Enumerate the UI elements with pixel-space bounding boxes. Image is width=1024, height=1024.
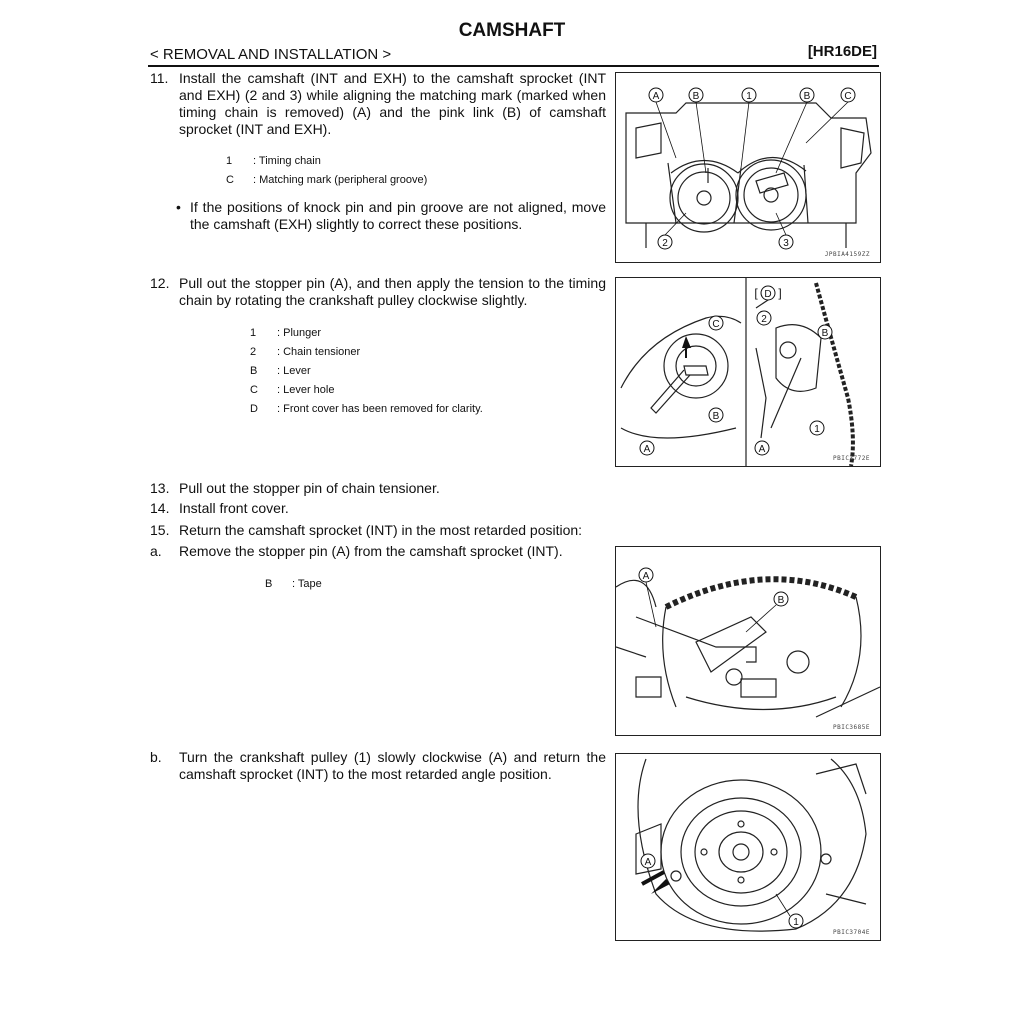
figure-crankshaft-pulley xyxy=(615,753,881,941)
camshaft-sprocket-illustration xyxy=(616,73,880,262)
callout-label: A xyxy=(758,444,766,455)
figure-camshaft-sprockets xyxy=(615,72,881,263)
step-text: Pull out the stopper pin (A), and then apply the tension to the timing chain by rotating the crankshaft pulley clockwise slightly. xyxy=(179,275,606,308)
callout-label: 1 xyxy=(746,91,752,102)
callout-label: B xyxy=(712,411,720,422)
legend-item xyxy=(226,171,526,190)
step-15 xyxy=(150,522,620,539)
legend-item xyxy=(250,400,550,419)
step-text: Install the camshaft (INT and EXH) to the camshaft sprocket (INT and EXH) (2 and 3) while aligning the matching mark (marked when timing chain is removed) (A) and the pink link (B) of camshaft sprocket (INT and EXH). xyxy=(179,70,606,137)
callout-label: C xyxy=(712,319,720,330)
figure-code: PBIC3704E xyxy=(832,929,870,936)
figure-code: JPBIA4159ZZ xyxy=(824,251,870,258)
legend-value: : Plunger xyxy=(277,327,322,339)
step-number: 14. xyxy=(150,500,170,516)
step-text: Turn the crankshaft pulley (1) slowly clockwise (A) and return the camshaft sprocket (INT) to the most retarded angle position. xyxy=(179,749,606,782)
step-12-legend xyxy=(250,324,550,420)
step-11-legend xyxy=(226,152,526,192)
callout-label: 2 xyxy=(761,314,767,325)
callout-label: C xyxy=(844,91,852,102)
step-number: 13. xyxy=(150,480,170,496)
legend-key: C xyxy=(250,384,258,396)
step-number: a. xyxy=(150,543,162,559)
step-number: b. xyxy=(150,749,162,765)
bullet-icon: • xyxy=(176,199,181,215)
legend-value: : Tape xyxy=(292,578,322,590)
callout-label: A xyxy=(644,857,652,868)
legend-value: : Chain tensioner xyxy=(277,346,361,358)
crankshaft-pulley-illustration xyxy=(616,754,880,940)
step-13 xyxy=(150,480,607,497)
figure-code: PBIC3685E xyxy=(832,724,870,731)
step-b xyxy=(150,749,607,785)
step-12 xyxy=(150,275,607,311)
legend-item xyxy=(250,324,550,343)
legend-value: : Front cover has been removed for clarity. xyxy=(277,403,483,415)
step-text: Return the camshaft sprocket (INT) in the most retarded position: xyxy=(179,522,583,538)
callout-label-bracket: [ xyxy=(754,286,758,300)
callout-label: B xyxy=(777,595,785,606)
callout-label: A xyxy=(642,571,650,582)
figure-code: PBIC3772E xyxy=(832,455,870,462)
callout-label: B xyxy=(821,328,829,339)
callout-label: 3 xyxy=(783,238,789,249)
legend-key: B xyxy=(265,578,273,590)
note-text: If the positions of knock pin and pin groove are not aligned, move the camshaft (EXH) slightly to correct these positions. xyxy=(190,199,606,232)
step-a-legend xyxy=(265,575,465,594)
engine-code: [HR16DE] xyxy=(807,43,877,60)
callout-label: 1 xyxy=(793,917,799,928)
callout-label: 2 xyxy=(662,238,668,249)
chain-tensioner-illustration xyxy=(616,278,880,466)
legend-value: : Matching mark (peripheral groove) xyxy=(253,174,428,186)
step-a xyxy=(150,543,607,560)
legend-key: 1 xyxy=(226,155,233,167)
step-14 xyxy=(150,500,607,517)
callout-label: A xyxy=(652,91,660,102)
step-11 xyxy=(150,70,607,140)
callout-label: B xyxy=(692,91,700,102)
legend-key: B xyxy=(250,365,258,377)
callout-label: 1 xyxy=(814,424,820,435)
callout-label: B xyxy=(803,91,811,102)
legend-item xyxy=(226,152,526,171)
legend-key: 1 xyxy=(250,327,257,339)
legend-key: D xyxy=(250,403,258,415)
legend-item xyxy=(250,362,550,381)
step-number: 11. xyxy=(150,70,169,86)
page-title: CAMSHAFT xyxy=(458,20,566,41)
legend-value: : Timing chain xyxy=(253,155,321,167)
legend-value: : Lever xyxy=(277,365,311,377)
step-text: Remove the stopper pin (A) from the camshaft sprocket (INT). xyxy=(179,543,563,559)
legend-item xyxy=(250,343,550,362)
figure-chain-tensioner xyxy=(615,277,881,467)
step-number: 15. xyxy=(150,522,170,538)
step-text: Pull out the stopper pin of chain tensioner. xyxy=(179,480,440,496)
section-heading: < REMOVAL AND INSTALLATION > xyxy=(150,46,392,63)
legend-item xyxy=(250,381,550,400)
legend-item xyxy=(265,575,465,594)
callout-label-bracket: ] xyxy=(778,286,782,300)
legend-value: : Lever hole xyxy=(277,384,335,396)
step-number: 12. xyxy=(150,275,170,291)
stopper-pin-illustration xyxy=(616,547,880,735)
callout-label: A xyxy=(643,444,651,455)
step-text: Install front cover. xyxy=(179,500,289,516)
header-rule xyxy=(148,65,879,67)
figure-stopper-pin xyxy=(615,546,881,736)
callout-label: D xyxy=(764,289,772,300)
legend-key: C xyxy=(226,174,234,186)
legend-key: 2 xyxy=(250,346,257,358)
